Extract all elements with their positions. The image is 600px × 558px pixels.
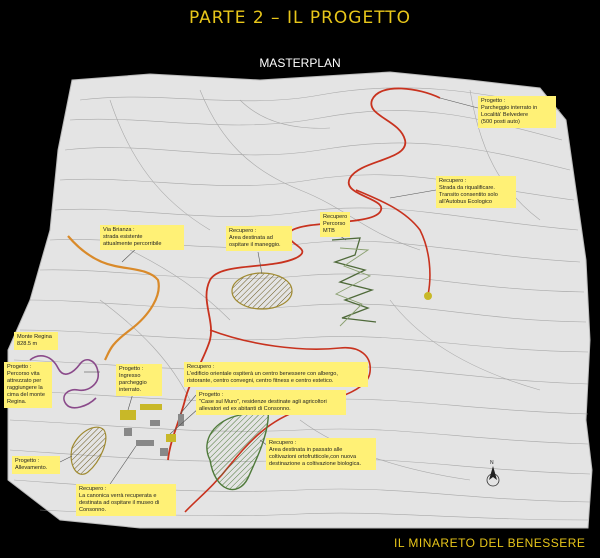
note-parcheggio-interrato: Progetto : Parcheggio interrato in Località' Belvedere (500 posti auto): [478, 96, 556, 128]
footer-title: IL MINARETO DEL BENESSERE: [394, 536, 586, 550]
note-case-sul-muro: Progetto : "Case sul Muro", residenze destinate agli agricoltori allevatori ed ex abitanti di Consonno.: [196, 390, 346, 415]
note-edificio-orientale: Recupero : L'edificio orientale ospiterà un centro benessere con albergo, ristorante, centro convegni, centro fitness e centro estetico.: [184, 362, 368, 387]
note-monte-regina: Monte Regina 828.5 m: [14, 332, 58, 350]
masterplan-subtitle: MASTERPLAN: [259, 56, 341, 70]
note-allevamento: Progetto : Allevamento.: [12, 456, 60, 474]
note-percorso-mtb: Recupero Percorso MTB: [320, 212, 350, 237]
note-coltivazioni: Recupero : Area destinata in passato alle coltivazioni ortofrutticole,con nuova destinazione a coltivazione biologica.: [266, 438, 376, 470]
note-maneggio: Recupero : Area destinata ad ospitare il maneggio.: [226, 226, 292, 251]
maneggio-area: [232, 273, 292, 309]
note-via-brianza: Via Brianza : strada esistente attualmente percorribile: [100, 225, 184, 250]
note-canonica: Recupero : La canonica verrà recuperata e destinata ad ospitare il museo di Consonno.: [76, 484, 176, 516]
note-percorso-vita: Progetto : Percorso vita attrezzato per raggiungere la cima del monte Regina.: [4, 362, 52, 408]
note-strada-riqualificare: Recupero : Strada da riqualificare. Transito consentito solo all'Autobus Ecologico: [436, 176, 516, 208]
note-ingresso-parcheggio: Progetto : Ingresso parcheggio interrato.: [116, 364, 162, 396]
svg-text:N: N: [490, 460, 494, 466]
page-title: PARTE 2 – IL PROGETTO: [188, 8, 412, 28]
